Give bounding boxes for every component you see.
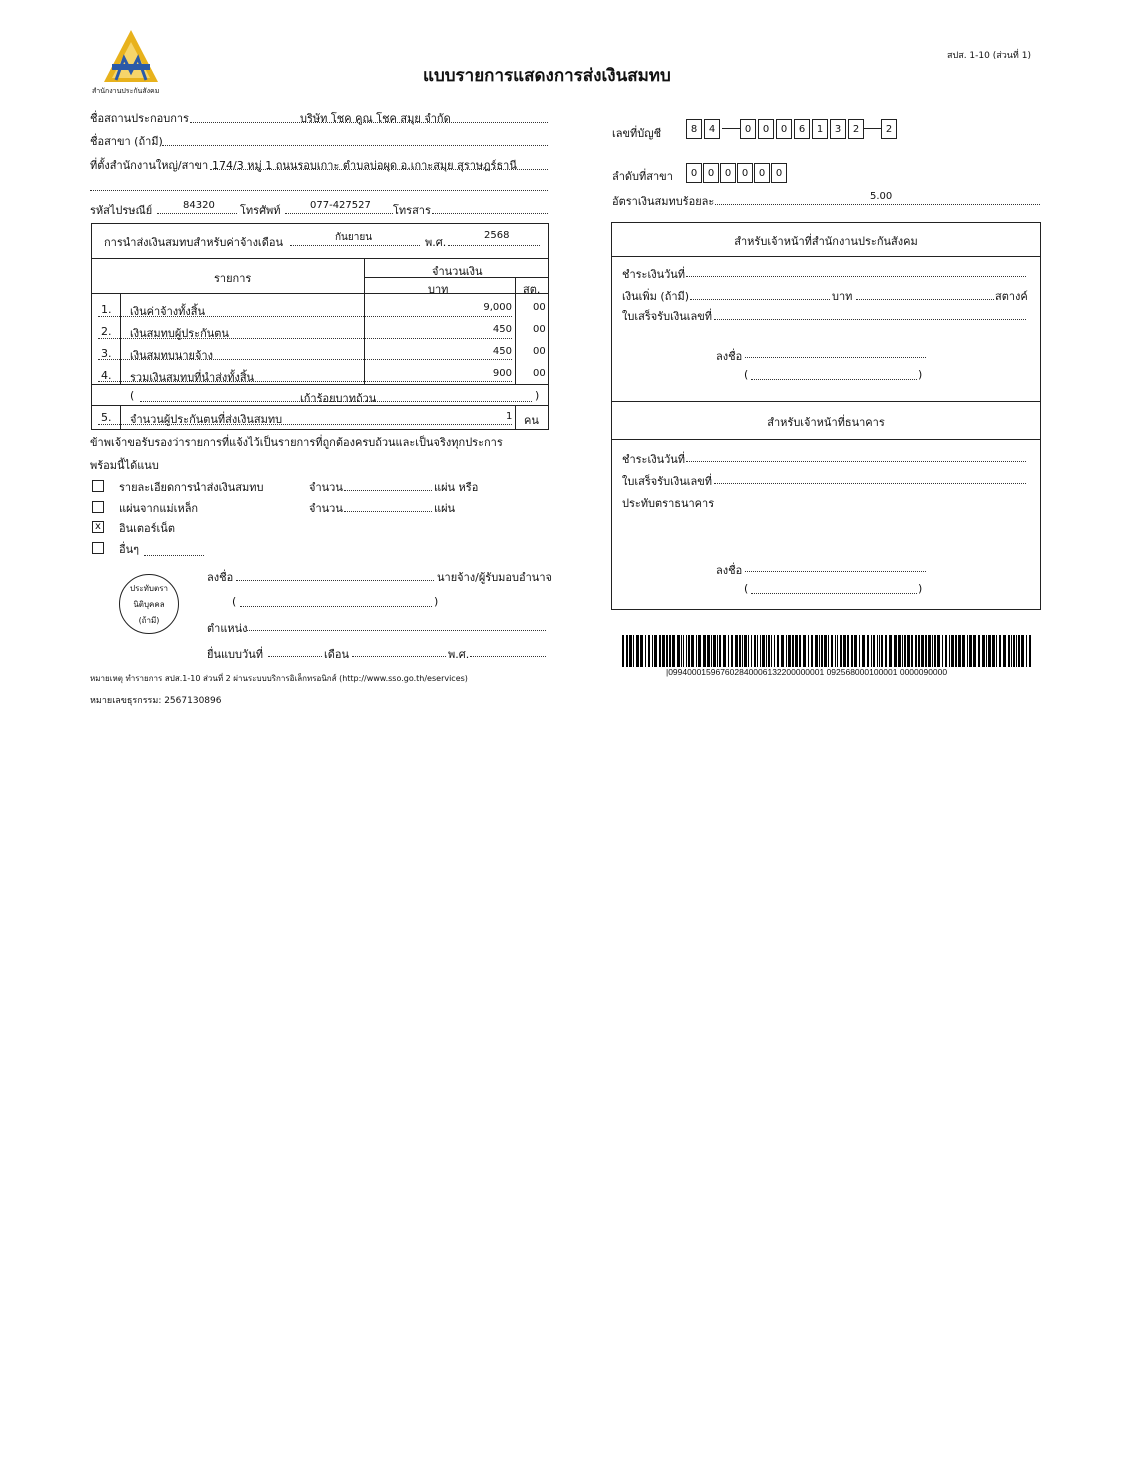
barcode-bar: [792, 635, 794, 667]
row-label: เงินสมทบผู้ประกันตน: [130, 327, 229, 340]
bank-paren-close: ): [918, 582, 923, 595]
submit-year-label: พ.ศ.: [448, 648, 470, 661]
attach-checkbox[interactable]: [92, 501, 104, 513]
row-line: [98, 359, 512, 360]
row-baht: 9,000: [483, 302, 512, 313]
barcode-bar: [958, 635, 961, 667]
amount-words-open: (: [130, 389, 135, 402]
barcode-bar: [688, 635, 690, 667]
table-divider: [91, 258, 549, 259]
phone-label: โทรศัพท์: [240, 204, 281, 217]
row-label: รวมเงินสมทบที่นำส่งทั้งสิ้น: [130, 371, 255, 384]
barcode-bar: [1029, 635, 1031, 667]
barcode-bar: [881, 635, 883, 667]
row-satang: 00: [533, 368, 546, 379]
branch-digit: 0: [686, 163, 702, 183]
sso-paren-open: (: [744, 368, 749, 381]
barcode-bar: [949, 635, 950, 667]
postcode-label: รหัสไปรษณีย์: [90, 204, 153, 217]
barcode-bar: [654, 635, 657, 667]
barcode-bar: [904, 635, 906, 667]
barcode-bar: [986, 635, 987, 667]
barcode-bar: [851, 635, 853, 667]
form-code: สปส. 1-10 (ส่วนที่ 1): [947, 51, 1031, 61]
sign-line: [236, 580, 434, 581]
row-line: [98, 316, 512, 317]
position-line: [247, 630, 546, 631]
paren-close: ): [434, 595, 439, 608]
account-digit: 8: [686, 119, 702, 139]
attach-option-label: อินเตอร์เน็ต: [119, 522, 175, 535]
barcode-bar: [735, 635, 738, 667]
barcode-bar: [1018, 635, 1020, 667]
table-col: [120, 405, 121, 430]
barcode-bar: [645, 635, 646, 667]
barcode-bar: [819, 635, 820, 667]
row-no: 3.: [101, 347, 112, 360]
barcode-bar: [925, 635, 927, 667]
phone-value: 077-427527: [310, 200, 371, 211]
barcode-bar: [703, 635, 706, 667]
barcode-bar: [742, 635, 743, 667]
barcode-bar: [1003, 635, 1006, 667]
barcode-bar: [879, 635, 880, 667]
barcode-bar: [744, 635, 747, 667]
branch-digit: 0: [737, 163, 753, 183]
barcode-bar: [777, 635, 779, 667]
barcode-bar: [686, 635, 687, 667]
sso-sign-label: ลงชื่อ: [716, 350, 743, 363]
sso-logo: [100, 28, 162, 86]
attach-other-line: [144, 555, 204, 556]
barcode-bar: [666, 635, 668, 667]
account-digit: 6: [794, 119, 810, 139]
month-value: กันยายน: [335, 232, 373, 243]
barcode-bar: [911, 635, 913, 667]
sso-receipt-line: [714, 319, 1026, 320]
barcode-bar: [681, 635, 682, 667]
account-digit: 1: [812, 119, 828, 139]
barcode: [622, 635, 1034, 667]
account-digit: 0: [776, 119, 792, 139]
barcode-bar: [854, 635, 857, 667]
sso-satang-label: สตางค์: [995, 290, 1028, 303]
account-label: เลขที่บัญชี: [612, 127, 662, 140]
transaction-number: หมายเลขธุรกรรม: 2567130896: [90, 696, 222, 706]
sso-paid-date-label: ชำระเงินวันที่: [622, 268, 686, 281]
bank-sign-line: [745, 571, 926, 572]
row-no: 4.: [101, 369, 112, 382]
attach-checkbox[interactable]: x: [92, 521, 104, 533]
barcode-bar: [1021, 635, 1024, 667]
barcode-bar: [951, 635, 954, 667]
barcode-bar: [877, 635, 878, 667]
row-no: 1.: [101, 303, 112, 316]
barcode-bar: [728, 635, 729, 667]
barcode-bar: [633, 635, 634, 667]
bank-box-title: สำหรับเจ้าหน้าที่ธนาคาร: [767, 416, 885, 429]
barcode-bar: [871, 635, 872, 667]
amount-words: เก้าร้อยบาทถ้วน: [300, 392, 377, 405]
box-divider: [611, 439, 1041, 440]
barcode-bar: [707, 635, 710, 667]
attach-unit: แผ่น หรือ: [434, 481, 479, 494]
table-col: [364, 258, 365, 384]
barcode-bar: [867, 635, 869, 667]
barcode-bar: [828, 635, 829, 667]
barcode-bar: [760, 635, 761, 667]
account-digit: 0: [758, 119, 774, 139]
year-label: พ.ศ.: [425, 236, 447, 249]
barcode-bar: [992, 635, 995, 667]
rate-label: อัตราเงินสมทบร้อยละ: [612, 195, 715, 208]
barcode-bar: [837, 635, 838, 667]
fax-line: [432, 213, 548, 214]
sso-baht-label: บาท: [832, 290, 853, 303]
month-label: การนำส่งเงินสมทบสำหรับค่าจ้างเดือน: [104, 236, 283, 249]
barcode-bar: [945, 635, 947, 667]
row-satang: 00: [533, 324, 546, 335]
account-dash: [864, 128, 882, 129]
account-digit: 3: [830, 119, 846, 139]
barcode-bar: [636, 635, 639, 667]
employer-name-label: ชื่อสถานประกอบการ: [90, 112, 189, 125]
rate-line: [715, 204, 1040, 205]
barcode-bar: [808, 635, 809, 667]
sso-paid-date-line: [686, 276, 1026, 277]
table-divider: [91, 293, 549, 294]
bank-receipt-label: ใบเสร็จรับเงินเลขที่: [622, 475, 712, 488]
barcode-bar: [932, 635, 933, 667]
barcode-bar: [918, 635, 920, 667]
row-baht: 450: [492, 346, 512, 357]
barcode-bar: [713, 635, 716, 667]
position-label: ตำแหน่ง: [207, 622, 248, 635]
branch-digit: 0: [720, 163, 736, 183]
bank-stamp-label: ประทับตราธนาคาร: [622, 497, 715, 510]
barcode-bar: [711, 635, 712, 667]
account-dash: [722, 128, 740, 129]
stamp-text: นิติบุคคล: [133, 600, 165, 609]
barcode-bar: [967, 635, 968, 667]
barcode-bar: [889, 635, 892, 667]
fax-label: โทรสาร: [393, 204, 431, 217]
barcode-bar: [786, 635, 787, 667]
sign-role: นายจ้าง/ผู้รับมอบอำนาจ: [437, 571, 552, 584]
barcode-bar: [696, 635, 697, 667]
barcode-bar: [928, 635, 931, 667]
branch-line: [162, 145, 548, 146]
certify-text: ข้าพเจ้าขอรับรองว่ารายการที่แจ้งไว้เป็นรายการที่ถูกต้องครบถ้วนและเป็นจริงทุกประการ: [90, 436, 503, 449]
barcode-bar: [902, 635, 903, 667]
barcode-bar: [774, 635, 775, 667]
barcode-bar: [652, 635, 653, 667]
attach-option-label: รายละเอียดการนำส่งเงินสมทบ: [119, 481, 264, 494]
row-line: [98, 338, 512, 339]
barcode-bar: [626, 635, 628, 667]
barcode-bar: [942, 635, 943, 667]
row-label: เงินค่าจ้างทั้งสิ้น: [130, 305, 206, 318]
row5-line: [98, 424, 512, 425]
employer-name-value: บริษัท โชค คูณ โชค สมุย จำกัด: [300, 112, 451, 125]
barcode-bar: [723, 635, 726, 667]
table-col: [515, 277, 516, 384]
row-baht: 450: [492, 324, 512, 335]
row5-value: 1: [506, 411, 513, 422]
stamp-text: ประทับตรา: [129, 584, 168, 593]
bank-paren-open: (: [744, 582, 749, 595]
bank-paren-line: [751, 593, 917, 594]
branch-label: ชื่อสาขา (ถ้ามี): [90, 135, 163, 148]
barcode-bar: [1026, 635, 1027, 667]
barcode-bar: [988, 635, 991, 667]
page-title: แบบรายการแสดงการส่งเงินสมทบ: [423, 66, 671, 86]
stamp-text: (ถ้ามี): [138, 616, 160, 625]
barcode-bar: [698, 635, 701, 667]
barcode-bar: [739, 635, 741, 667]
barcode-bar: [969, 635, 972, 667]
barcode-bar: [766, 635, 767, 667]
attach-checkbox[interactable]: [92, 480, 104, 492]
barcode-bar: [799, 635, 801, 667]
sso-paren-close: ): [918, 368, 923, 381]
barcode-bar: [762, 635, 765, 667]
barcode-bar: [1013, 635, 1015, 667]
attach-qty-line: [344, 511, 432, 512]
paren-line: [240, 606, 432, 607]
branch-digit: 0: [703, 163, 719, 183]
phone-line: [285, 213, 393, 214]
barcode-bar: [803, 635, 806, 667]
barcode-bar: [843, 635, 846, 667]
branch-order-label: ลำดับที่สาขา: [612, 170, 673, 183]
barcode-bar: [955, 635, 957, 667]
sso-paren-line: [751, 379, 917, 380]
barcode-bar: [962, 635, 965, 667]
barcode-bar: [824, 635, 827, 667]
barcode-bar: [731, 635, 733, 667]
attach-qty-label: จำนวน: [309, 481, 343, 494]
postcode-line: [157, 213, 237, 214]
submit-month-line: [352, 656, 446, 657]
barcode-bar: [934, 635, 936, 667]
address-value: 174/3 หมู่ 1 ถนนรอบเกาะ ตำบลบ่อผุด อ.เกาะสมุย สุราษฎร์ธานี: [212, 159, 517, 172]
table-col: [515, 405, 516, 430]
amount-words-close: ): [535, 389, 540, 402]
sso-baht-line: [856, 299, 994, 300]
account-digit: 0: [740, 119, 756, 139]
submit-month-label: เดือน: [324, 648, 350, 661]
barcode-bar: [754, 635, 756, 667]
row-no: 2.: [101, 325, 112, 338]
barcode-bar: [898, 635, 901, 667]
sso-extra-line: [690, 299, 830, 300]
box-divider: [611, 401, 1041, 402]
sso-box-title: สำหรับเจ้าหน้าที่สำนักงานประกันสังคม: [734, 235, 918, 248]
row-satang: 00: [533, 302, 546, 313]
barcode-bar: [771, 635, 772, 667]
barcode-bar: [659, 635, 661, 667]
barcode-bar: [915, 635, 917, 667]
sso-sign-line: [745, 357, 926, 358]
rate-value: 5.00: [870, 191, 893, 202]
barcode-bar: [982, 635, 985, 667]
barcode-bar: [622, 635, 624, 667]
box-divider: [611, 256, 1041, 257]
attach-checkbox[interactable]: [92, 542, 104, 554]
barcode-bar: [921, 635, 924, 667]
attach-option-label: แผ่นจากแม่เหล็ก: [119, 502, 199, 515]
account-digit: 2: [881, 119, 897, 139]
sso-extra-label: เงินเพิ่ม (ถ้ามี): [622, 290, 690, 303]
attach-option-label: อื่นๆ: [119, 543, 140, 556]
barcode-bar: [748, 635, 749, 667]
row5-no: 5.: [101, 411, 112, 424]
address-label: ที่ตั้งสำนักงานใหญ่/สาขา: [90, 159, 209, 172]
submit-year-line: [470, 656, 546, 657]
barcode-bar: [640, 635, 643, 667]
barcode-bar: [835, 635, 836, 667]
col-satang-header: สต.: [523, 283, 541, 296]
barcode-bar: [677, 635, 680, 667]
barcode-bar: [683, 635, 684, 667]
barcode-bar: [672, 635, 675, 667]
barcode-bar: [978, 635, 980, 667]
barcode-bar: [973, 635, 976, 667]
barcode-bar: [669, 635, 671, 667]
barcode-bar: [907, 635, 910, 667]
barcode-bar: [811, 635, 813, 667]
submit-date-line: [268, 656, 322, 657]
row-label: เงินสมทบนายจ้าง: [130, 349, 213, 362]
barcode-bar: [691, 635, 694, 667]
barcode-bar: [719, 635, 721, 667]
address-line-2: [90, 190, 548, 191]
year-line: [448, 245, 540, 246]
row5-label: จำนวนผู้ประกันตนที่ส่งเงินสมทบ: [130, 413, 283, 426]
barcode-bar: [873, 635, 875, 667]
sign-label: ลงชื่อ: [207, 571, 234, 584]
month-line: [290, 245, 420, 246]
barcode-bar: [751, 635, 752, 667]
barcode-bar: [937, 635, 940, 667]
branch-digit: 0: [754, 163, 770, 183]
submit-date-label: ยื่นแบบวันที่: [207, 648, 263, 661]
attach-qty-label: จำนวน: [309, 502, 343, 515]
barcode-bar: [629, 635, 632, 667]
col-items-header: รายการ: [214, 272, 252, 285]
footer-note: หมายเหตุ ทำรายการ สปส.1-10 ส่วนที่ 2 ผ่านระบบบริการอิเล็กทรอนิกส์ (http://www.sso.go.th/eservices): [90, 674, 468, 683]
barcode-bar: [781, 635, 784, 667]
attach-qty-line: [344, 490, 432, 491]
barcode-text: |099400015967602840006132200000001 092568000100001 0000090000: [666, 667, 948, 677]
col-amount-header: จำนวนเงิน: [432, 265, 483, 278]
barcode-bar: [821, 635, 823, 667]
barcode-bar: [815, 635, 818, 667]
sso-receipt-label: ใบเสร็จรับเงินเลขที่: [622, 310, 712, 323]
barcode-bar: [795, 635, 798, 667]
row5-unit: คน: [524, 414, 539, 427]
barcode-bar: [757, 635, 758, 667]
barcode-bar: [648, 635, 650, 667]
barcode-bar: [847, 635, 849, 667]
postcode-value: 84320: [183, 200, 215, 211]
barcode-bar: [885, 635, 887, 667]
row-baht: 900: [492, 368, 512, 379]
account-digit: 4: [704, 119, 720, 139]
barcode-bar: [662, 635, 665, 667]
barcode-bar: [859, 635, 860, 667]
bank-paid-date-label: ชำระเงินวันที่: [622, 453, 686, 466]
barcode-bar: [840, 635, 842, 667]
barcode-bar: [1011, 635, 1012, 667]
barcode-bar: [768, 635, 770, 667]
org-name: สำนักงานประกันสังคม: [92, 87, 160, 95]
attach-unit: แผ่น: [434, 502, 456, 515]
row-satang: 00: [533, 346, 546, 357]
barcode-bar: [1008, 635, 1010, 667]
year-value: 2568: [484, 230, 510, 241]
barcode-bar: [717, 635, 718, 667]
attach-label: พร้อมนี้ได้แนบ: [90, 459, 159, 472]
bank-paid-date-line: [686, 461, 1026, 462]
account-digit: 2: [848, 119, 864, 139]
barcode-bar: [894, 635, 897, 667]
bank-sign-label: ลงชื่อ: [716, 564, 743, 577]
barcode-bar: [999, 635, 1001, 667]
col-baht-header: บาท: [428, 283, 449, 296]
row-line: [98, 381, 512, 382]
bank-receipt-line: [714, 483, 1026, 484]
branch-digit: 0: [771, 163, 787, 183]
paren-open: (: [232, 595, 237, 608]
barcode-bar: [862, 635, 865, 667]
barcode-bar: [831, 635, 833, 667]
barcode-bar: [996, 635, 997, 667]
barcode-bar: [1016, 635, 1017, 667]
barcode-bar: [788, 635, 791, 667]
